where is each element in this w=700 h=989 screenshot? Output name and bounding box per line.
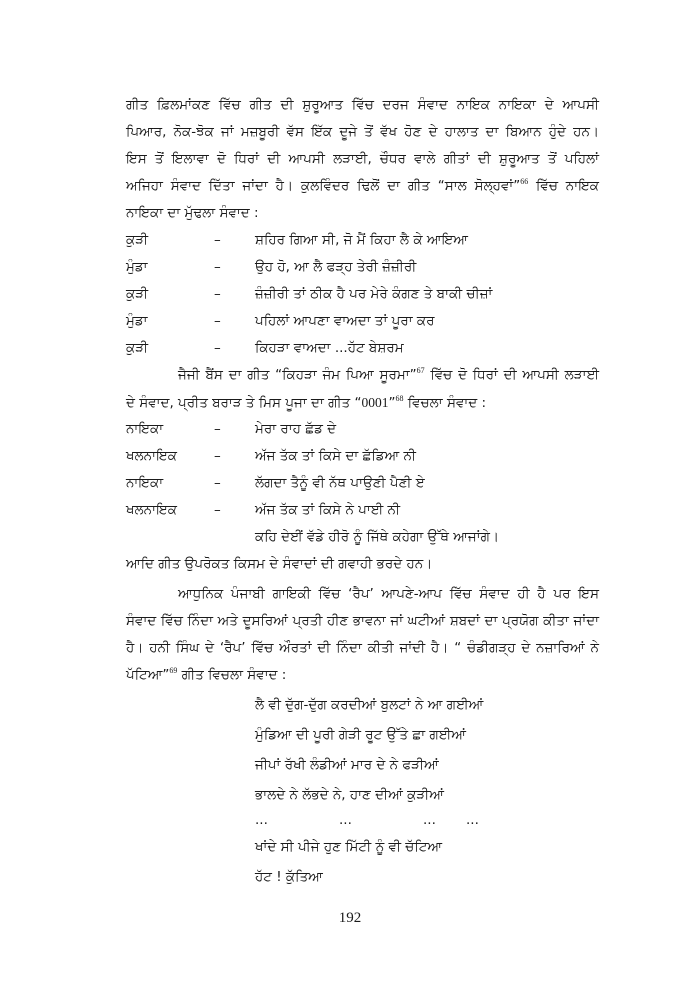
dash: – <box>214 259 221 275</box>
paragraph-line: ਨਾਇਕਾ ਦਾ ਮੁੱਢਲਾ ਸੰਵਾਦ : <box>126 205 259 221</box>
dash: – <box>214 421 221 437</box>
text: ਦੇ ਸੰਵਾਦ, ਪ੍ਰੀਤ ਬਰਾੜ ਤੇ ਮਿਸ ਪੂਜਾ ਦਾ ਗੀਤ “ <box>126 395 362 411</box>
speaker: ਨਾਇਕਾ <box>126 475 164 491</box>
speaker: ਕੁੜੀ <box>126 286 149 302</box>
dialogue-row <box>126 227 599 254</box>
text: ” <box>388 395 396 411</box>
paragraph-line: ਪਿਆਰ, ਨੋਕ-ਝੋਕ ਜਾਂ ਮਜ਼ਬੂਰੀ ਵੱਸ ਇੱਕ ਦੂਜੇ ਤੋਂ ਵੱਖ ਹੋਣ ਦੇ ਹਾਲਾਤ ਦਾ ਬਿਆਨ ਹੁੰਦੇ ਹਨ। <box>126 124 599 140</box>
paragraph-line: ਹੈ। ਹਨੀ ਸਿੰਘ ਦੇ ‘ਰੈਪ’ ਵਿੱਚ ਔਰਤਾਂ ਦੀ ਨਿੰਦਾ ਕੀਤੀ ਜਾਂਦੀ ਹੈ। “ ਚੰਡੀਗੜ੍ਹ ਦੇ ਨਜ਼ਾਰਿਆਂ ਨੇ <box>126 640 599 656</box>
text: ਅਜਿਹਾ ਸੰਵਾਦ ਦਿੱਤਾ ਜਾਂਦਾ ਹੈ। ਕੁਲਵਿੰਦਰ ਢਿਲੋਂ ਦਾ ਗੀਤ “ਸਾਲ ਸੋਲ੍ਹਵਾਂ” <box>126 178 521 194</box>
verse-text: ਮੁੰਡਿਆ ਦੀ ਪੂਰੀ ਗੇੜੀ ਰੂਟ ਉੱਤੇ ਛਾ ਗਈਆਂ <box>255 727 466 743</box>
verse-line <box>126 864 599 891</box>
dialogue-row <box>126 524 599 551</box>
paragraph-line <box>126 362 599 389</box>
ellipsis: ... <box>339 812 352 828</box>
footnote-ref: 67 <box>416 366 425 375</box>
paragraph-line: ਆਦਿ ਗੀਤ ਉਪਰੋਕਤ ਕਿਸਮ ਦੇ ਸੰਵਾਦਾਂ ਦੀ ਗਵਾਹੀ ਭਰਦੇ ਹਨ। <box>126 556 433 572</box>
dialogue-row <box>126 443 599 470</box>
ellipsis: ... <box>423 812 436 828</box>
paragraph-line <box>126 662 286 689</box>
speaker: ਖਲਨਾਇਕ <box>126 502 177 518</box>
speech: ਉਹ ਹੋ, ਆ ਲੈ ਫੜ੍ਹ ਤੇਰੀ ਜ਼ੰਜ਼ੀਰੀ <box>255 259 417 275</box>
text: ਵਿੱਚ ਨਾਇਕ <box>528 178 600 194</box>
speech: ਕਹਿ ਦੇਈਂ ਵੱਡੇ ਹੀਰੋ ਨੂੰ ਜਿੱਥੇ ਕਹੇਗਾ ਉੱਥੇ ਆਜਾਂਗੇ। <box>255 529 500 545</box>
speaker: ਨਾਇਕਾ <box>126 421 164 437</box>
verse-line <box>126 782 599 809</box>
paragraph-line: ਗੀਤ ਫ਼ਿਲਮਾਂਕਣ ਵਿੱਚ ਗੀਤ ਦੀ ਸ਼ੁਰੂਆਤ ਵਿੱਚ ਦਰਜ ਸੰਵਾਦ ਨਾਇਕ ਨਾਇਕਾ ਦੇ ਆਪਸੀ <box>126 97 599 113</box>
speech: ਅੱਜ ਤੱਕ ਤਾਂ ਕਿਸੇ ਦਾ ਛੱਡਿਆ ਨੀ <box>255 448 416 464</box>
speaker: ਮੁੰਡਾ <box>126 259 148 275</box>
text: ਜੈਜੀ ਬੈਂਸ ਦਾ ਗੀਤ “ਕਿਹੜਾ ਜੰਮ ਪਿਆ ਸੂਰਮਾ” <box>178 367 417 383</box>
paragraph-line: ਸੰਵਾਦ ਵਿੱਚ ਨਿੰਦਾ ਅਤੇ ਦੂਸਰਿਆਂ ਪ੍ਰਤੀ ਹੀਣ ਭਾਵਨਾ ਜਾਂ ਘਟੀਆਂ ਸ਼ਬਦਾਂ ਦਾ ਪ੍ਰਯੋਗ ਕੀਤਾ ਜਾਂਦਾ <box>126 613 599 629</box>
paragraph-line <box>126 389 486 416</box>
dialogue-row <box>126 470 599 497</box>
verse-text: ਹੱਟ ! ਕੁੱਤਿਆ <box>255 869 323 885</box>
dash: – <box>214 286 221 302</box>
verse-line <box>126 834 599 861</box>
ellipsis: ... <box>466 812 479 828</box>
paragraph-line <box>126 173 599 200</box>
text: ਵਿੱਚ ਦੋ ਧਿਰਾਂ ਦੀ ਆਪਸੀ ਲੜਾਈ <box>424 367 599 383</box>
verse-line <box>126 692 599 719</box>
speech: ਲੱਗਦਾ ਤੈਨੂੰ ਵੀ ਨੱਥ ਪਾਉਣੀ ਪੈਣੀ ਏ <box>255 475 425 491</box>
dash: – <box>214 475 221 491</box>
footnote-ref: 66 <box>520 177 529 186</box>
paragraph-line: ਆਧੁਨਿਕ ਪੰਜਾਬੀ ਗਾਇਕੀ ਵਿੱਚ ‘ਰੈਪ’ ਆਪਣੇ-ਆਪ ਵਿੱਚ ਸੰਵਾਦ ਹੀ ਹੈ ਪਰ ਇਸ <box>178 586 599 602</box>
paragraph-line: ਇਸ ਤੋਂ ਇਲਾਵਾ ਦੋ ਧਿਰਾਂ ਦੀ ਆਪਸੀ ਲੜਾਈ, ਚੌਧਰ ਵਾਲੇ ਗੀਤਾਂ ਦੀ ਸ਼ੁਰੂਆਤ ਤੋਂ ਪਹਿਲਾਂ <box>126 151 599 167</box>
dialogue-row <box>126 335 599 362</box>
ellipsis: ... <box>255 812 268 828</box>
verse-text: ਖਾਂਦੇ ਸੀ ਪੀਜੇ ਹੁਣ ਮਿੱਟੀ ਨੂੰ ਵੀ ਚੱਟਿਆ <box>255 839 443 855</box>
dash: – <box>214 502 221 518</box>
dash: – <box>214 448 221 464</box>
speech: ਮੇਰਾ ਰਾਹ ਛੱਡ ਦੇ <box>255 421 337 437</box>
text: ਵਿਚਲਾ ਸੰਵਾਦ : <box>403 395 487 411</box>
text: ਗੀਤ ਵਿਚਲਾ ਸੰਵਾਦ : <box>177 667 287 683</box>
verse-line <box>126 752 599 779</box>
text: ਪੱਟਿਆ” <box>126 667 170 683</box>
verse-text: ਜੀਪਾਂ ਰੱਖੀ ਲੰਡੀਆਂ ਮਾਰ ਦੇ ਨੇ ਫੜੀਆਂ <box>255 757 439 773</box>
dialogue-row <box>126 254 599 281</box>
dash: – <box>214 340 221 356</box>
speech: ਕਿਹੜਾ ਵਾਅਦਾ ...ਹੱਟ ਬੇਸ਼ਰਮ <box>255 340 404 356</box>
speech: ਜ਼ੰਜ਼ੀਰੀ ਤਾਂ ਠੀਕ ਹੈ ਪਰ ਮੇਰੇ ਕੰਗਣ ਤੇ ਬਾਕੀ ਚੀਜ਼ਾਂ <box>255 286 493 302</box>
speaker: ਕੁੜੀ <box>126 232 149 248</box>
verse-text: ਭਾਲਦੇ ਨੇ ਲੱਭਦੇ ਨੇ, ਹਾਣ ਦੀਆਂ ਕੁੜੀਆਂ <box>255 787 444 803</box>
song-title-number: 0001 <box>361 395 389 410</box>
dash: – <box>214 313 221 329</box>
speech: ਸ਼ਹਿਰ ਗਿਆ ਸੀ, ਜੋ ਮੈਂ ਕਿਹਾ ਲੈ ਕੇ ਆਇਆ <box>255 232 468 248</box>
verse-ellipsis <box>126 807 599 834</box>
speaker: ਖਲਨਾਇਕ <box>126 448 177 464</box>
verse-text: ਲੈ ਵੀ ਦੁੱਗ-ਦੁੱਗ ਕਰਦੀਆਂ ਬੁਲਟਾਂ ਨੇ ਆ ਗਈਆਂ <box>255 697 484 713</box>
page-number: 192 <box>338 910 362 926</box>
speech: ਅੱਜ ਤੱਕ ਤਾਂ ਕਿਸੇ ਨੇ ਪਾਈ ਨੀ <box>255 502 401 518</box>
footnote-ref: 69 <box>169 666 178 675</box>
dash: – <box>214 232 221 248</box>
speech: ਪਹਿਲਾਂ ਆਪਣਾ ਵਾਅਦਾ ਤਾਂ ਪੂਰਾ ਕਰ <box>255 313 435 329</box>
dialogue-row <box>126 281 599 308</box>
dialogue-row <box>126 497 599 524</box>
speaker: ਮੁੰਡਾ <box>126 313 148 329</box>
footnote-ref: 68 <box>395 394 404 403</box>
dialogue-row <box>126 416 599 443</box>
dialogue-row <box>126 308 599 335</box>
verse-line <box>126 722 599 749</box>
speaker: ਕੁੜੀ <box>126 340 149 356</box>
